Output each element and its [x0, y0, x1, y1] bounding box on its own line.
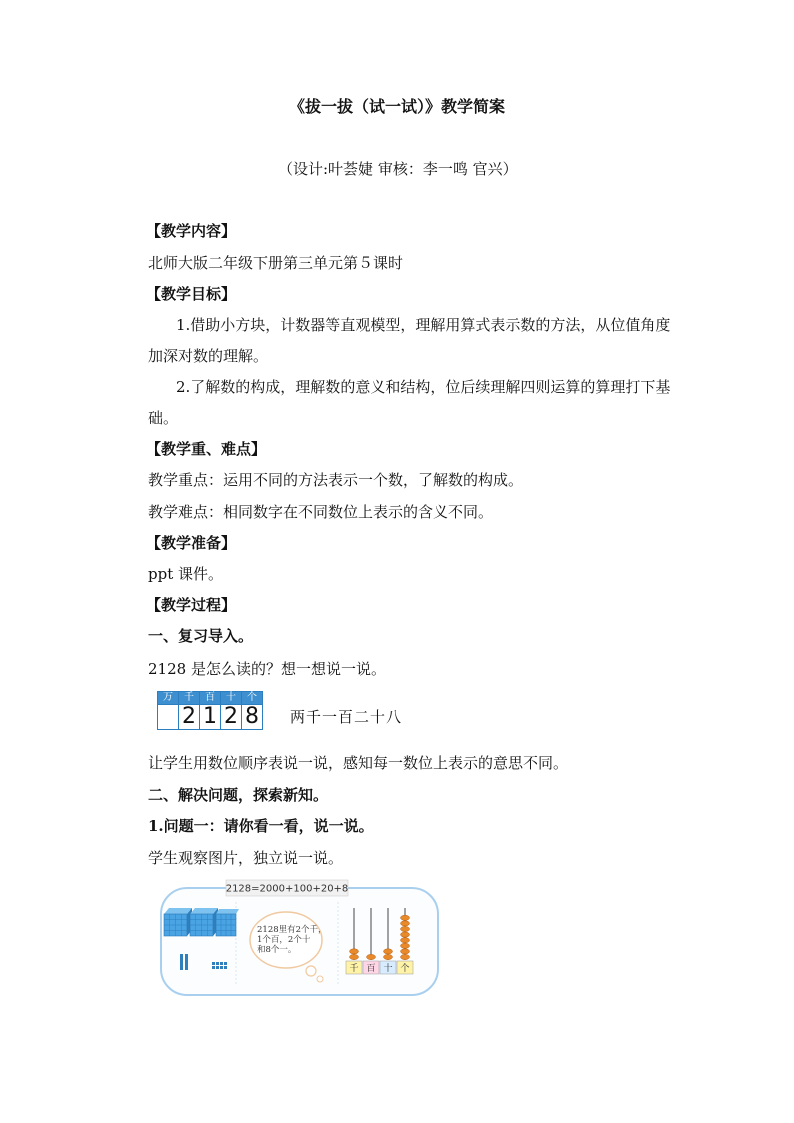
prep-heading: 【教学准备】 — [146, 534, 237, 552]
key-heading: 【教学重、难点】 — [146, 440, 267, 458]
goal-1-line-b: 加深对数的理解。 — [148, 347, 269, 365]
abacus-bead — [401, 954, 410, 959]
pv-header: 千 — [179, 692, 200, 705]
goal-1-line-a: 1.借助小方块，计数器等直观模型，理解用算式表示数的方法，从位值角度 — [176, 316, 671, 334]
abacus-bead — [401, 915, 410, 920]
step1-heading: 一、复习导入。 — [148, 627, 254, 645]
bubble-line-2: 1个百，2个十 — [257, 935, 311, 945]
pv-digit: 1 — [200, 705, 221, 730]
abacus-bead — [401, 949, 410, 954]
question1-text: 学生观察图片，独立说一说。 — [148, 849, 344, 867]
abacus-bead — [350, 949, 359, 954]
equation: 2128=2000+100+20+8 — [225, 883, 349, 895]
step1-after-text: 让学生用数位顺序表说一说，感知每一数位上表示的意思不同。 — [148, 754, 569, 772]
abacus-label: 个 — [400, 964, 410, 974]
step1-question: 2128 是怎么读的？想一想说一说。 — [148, 660, 386, 678]
abacus-bead — [401, 932, 410, 937]
hundred-flat-icon — [216, 909, 239, 936]
place-value-table — [157, 691, 263, 730]
question1-heading: 1.问题一：请你看一看，说一说。 — [148, 817, 374, 835]
abacus-bead — [401, 943, 410, 948]
abacus-bead — [401, 938, 410, 943]
thousand-cube-icon — [190, 908, 218, 936]
pv-digit: 2 — [221, 705, 242, 730]
thousand-cube-icon — [164, 908, 192, 936]
content-heading: 【教学内容】 — [146, 222, 237, 240]
abacus-bead — [384, 949, 393, 954]
pv-digit: 8 — [242, 705, 263, 730]
prep-text: ppt 课件。 — [148, 565, 224, 583]
abacus-bead — [401, 921, 410, 926]
ten-rod-icon — [180, 954, 183, 970]
process-heading: 【教学过程】 — [146, 596, 237, 614]
pv-header: 万 — [158, 692, 179, 705]
abacus-label: 十 — [383, 964, 393, 974]
abacus-bead — [350, 954, 359, 959]
pv-header: 十 — [221, 692, 242, 705]
abacus-label: 百 — [366, 964, 376, 974]
bubble-line-3: 和8个一。 — [257, 945, 297, 955]
illustration — [158, 878, 442, 1000]
abacus-bead — [384, 954, 393, 959]
content-text: 北师大版二年级下册第三单元第５课时 — [148, 254, 404, 272]
pv-digit: 2 — [179, 705, 200, 730]
step2-heading: 二、解决问题，探索新知。 — [148, 786, 329, 804]
abacus-label: 千 — [349, 964, 359, 974]
key-text: 教学重点：运用不同的方法表示一个数，了解数的构成。 — [148, 471, 524, 489]
goal-2-line-b: 础。 — [148, 409, 179, 427]
pv-digit — [158, 705, 179, 730]
goal-2-line-a: 2.了解数的构成，理解数的意义和结构，位后续理解四则运算的算理打下基 — [176, 378, 671, 396]
page-title: 《拔一拔（试一试）》教学简案 — [288, 97, 505, 116]
number-reading: 两千一百二十八 — [290, 708, 403, 726]
abacus-bead — [401, 926, 410, 931]
pv-header: 百 — [200, 692, 221, 705]
pv-header: 个 — [242, 692, 263, 705]
goal-heading: 【教学目标】 — [146, 285, 237, 303]
credits: （设计:叶荟婕 审核：李一鸣 官兴） — [278, 160, 518, 178]
bubble-line-1: 2128里有2个千， — [257, 925, 327, 935]
ten-rod-icon — [185, 954, 188, 970]
abacus-bead — [367, 954, 376, 959]
difficulty-text: 教学难点：相同数字在不同数位上表示的含义不同。 — [148, 503, 494, 521]
